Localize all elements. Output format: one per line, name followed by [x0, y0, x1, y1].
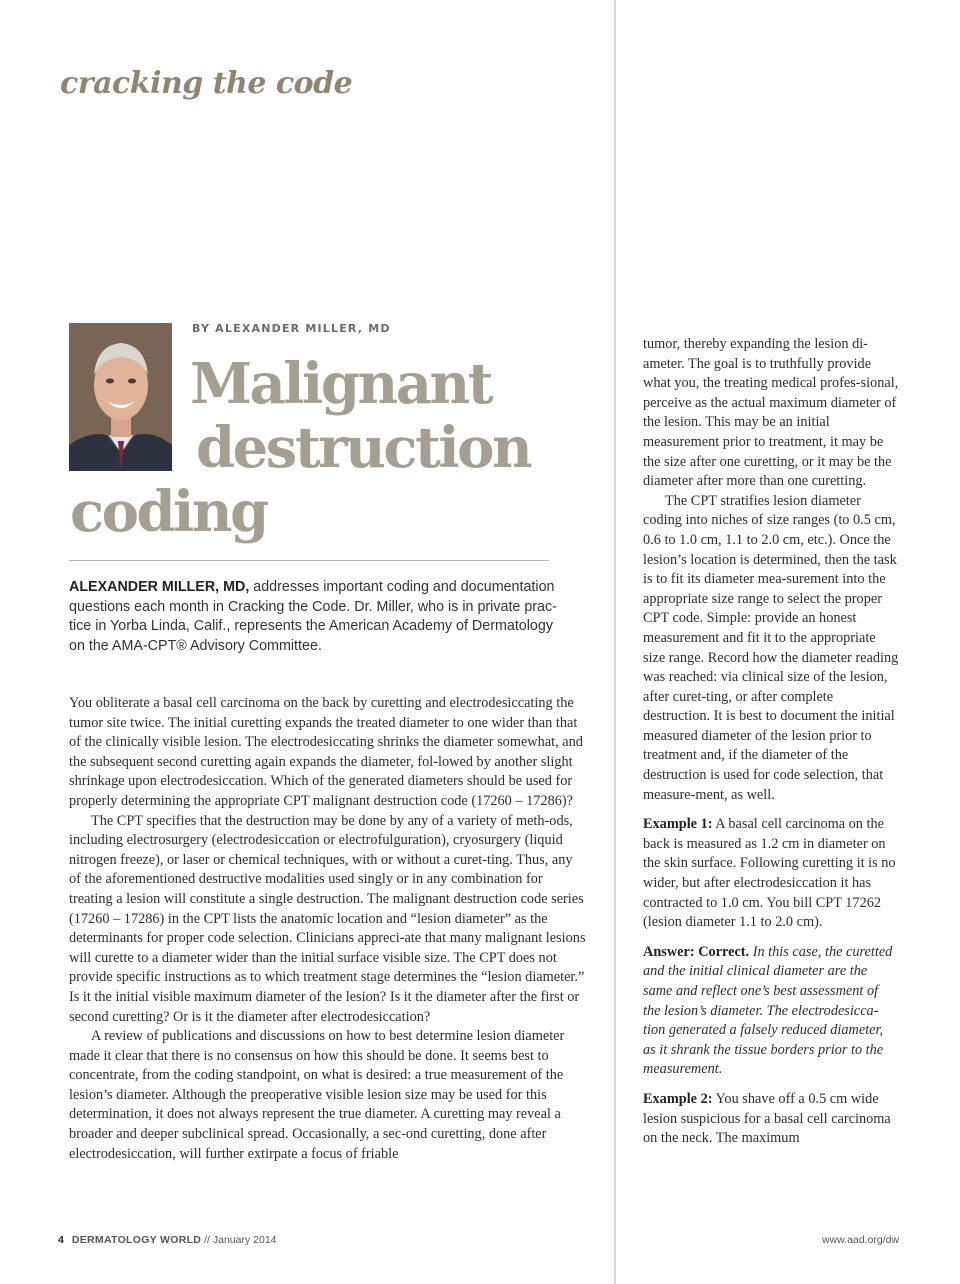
page-number: 4	[58, 1234, 64, 1246]
example-1-text: A basal cell carcinoma on the back is measured as 1.2 cm in diameter on the skin surface. Following curetting it is no wider, but after electrodesiccation it has contracted to 1.0 cm. You bill CPT 17262 (lesion diameter 1.1 to 2.0 cm).	[643, 816, 896, 931]
example-1-label: Example 1:	[643, 816, 713, 833]
example-2-label: Example 2:	[643, 1090, 713, 1107]
right-column	[643, 335, 899, 1149]
title-line-3: coding	[70, 479, 267, 545]
footer-url: www.aad.org/dw	[822, 1234, 900, 1246]
paragraph: You obliterate a basal cell carcinoma on the back by curetting and electrodesiccating the tumor site twice. The initial curetting expands the treated diameter to one wider than that of the clinically visible lesion. The electrodesiccating shrinks the diameter somewhat, and the subsequent second curetting again expands the diameter, fol-lowed by another slight shrinkage upon electrodesiccation. Which of the generated diameters should be used for properly determining the appropriate CPT malignant destruction code (17260 – 17286)?	[69, 695, 583, 809]
issue-date: // January 2014	[201, 1234, 277, 1246]
column-divider	[614, 0, 616, 1284]
author-bio	[69, 578, 569, 656]
paragraph: The CPT specifies that the destruction may be done by any of a variety of meth-ods, including electrosurgery (electrodesiccation or electrofulguration), cryosurgery (liquid nitrogen freeze), or laser or chemical techniques, with or without a curet-ting. Thus, any of the aforementioned destructive modalities used singly or in any combination for treating a lesion will constitute a single destruction. The malignant destruction code series (17260 – 17286) in the CPT lists the anatomic location and “lesion diameter” as the determinants for proper code selection. Clinicians appreci-ate that many malignant lesions will curette to a diameter wider than the initial surface visible size. The CPT does not provide specific instructions as to which treatment stage determines the “lesion diameter.” Is it the initial visible maximum diameter of the lesion? Is it the diameter after the first or second curetting? Or is it the diameter after electrodesiccation?	[69, 812, 586, 1025]
answer-text: In this case, the curetted and the initial clinical diameter are the same and reflect one’s best assessment of the lesion’s diameter. The electrodesicca-tion generated a falsely reduced diameter, as it shrank the tissue borders prior to the measurement.	[643, 943, 893, 1078]
author-name: ALEXANDER MILLER, MD,	[69, 579, 250, 595]
paragraph: The CPT stratifies lesion diameter coding into niches of size ranges (to 0.5 cm, 0.6 to 1.0 cm, 1.1 to 2.0 cm, etc.). Once the lesion’s location is determined, then the task is to fit its diameter mea-surement into the appropriate size range to select the proper CPT code. Simple: provide an honest measurement and fit it to the appropriate size range. Record how the diameter reading was reached: via clinical size of the lesion, after curet-ting, or after complete destruction. It is best to document the initial measured diameter of the lesion prior to treatment and, if the diameter of the destruction is used for code selection, that measure-ment, as well.	[643, 492, 899, 803]
left-column	[69, 694, 587, 1164]
title-line-2: destruction	[196, 415, 531, 481]
example-2-text: You shave off a 0.5 cm wide lesion suspicious for a basal cell carcinoma on the neck. The maximum	[643, 1090, 891, 1147]
author-bio-text: addresses important coding and documentation questions each month in Cracking the Code. Dr. Miller, who is in private prac-tice in Yorba Linda, Calif., represents the American Academy of Dermatology on the AMA-CPT® Advisory Committee.	[69, 579, 557, 654]
title-rule	[69, 560, 549, 561]
footer-left	[58, 1234, 277, 1246]
answer-label: Answer: Correct.	[643, 943, 750, 960]
paragraph: A review of publications and discussions on how to best determine lesion diameter made it clear that there is no consensus on how this should be done. It seems best to concentrate, from the coding standpoint, on what is desired: a true measurement of the lesion’s diameter. Although the preoperative visible lesion size may be used for this determination, it does not always represent the true diameter. A curetting may reveal a broader and deeper subclinical spread. Occasionally, a sec-ond curetting, done after electrodesiccation, will further extirpate a focus of friable	[69, 1028, 565, 1162]
paragraph: tumor, thereby expanding the lesion di-ameter. The goal is to truthfully provide what you, the treating medical profes-sional, perceive as the actual maximum diameter of the lesion. This may be an initial measurement prior to treatment, it may be the size after one curetting, or it may be the diameter after more than one curetting.	[643, 336, 899, 490]
section-label: cracking the code	[60, 66, 353, 101]
example-2	[643, 1090, 899, 1149]
author-photo	[69, 323, 172, 471]
answer	[643, 943, 899, 1080]
magazine-name: DERMATOLOGY WORLD	[71, 1234, 202, 1246]
title-line-1: Malignant	[190, 351, 492, 417]
byline: BY ALEXANDER MILLER, MD	[192, 322, 391, 335]
example-1	[643, 815, 899, 933]
